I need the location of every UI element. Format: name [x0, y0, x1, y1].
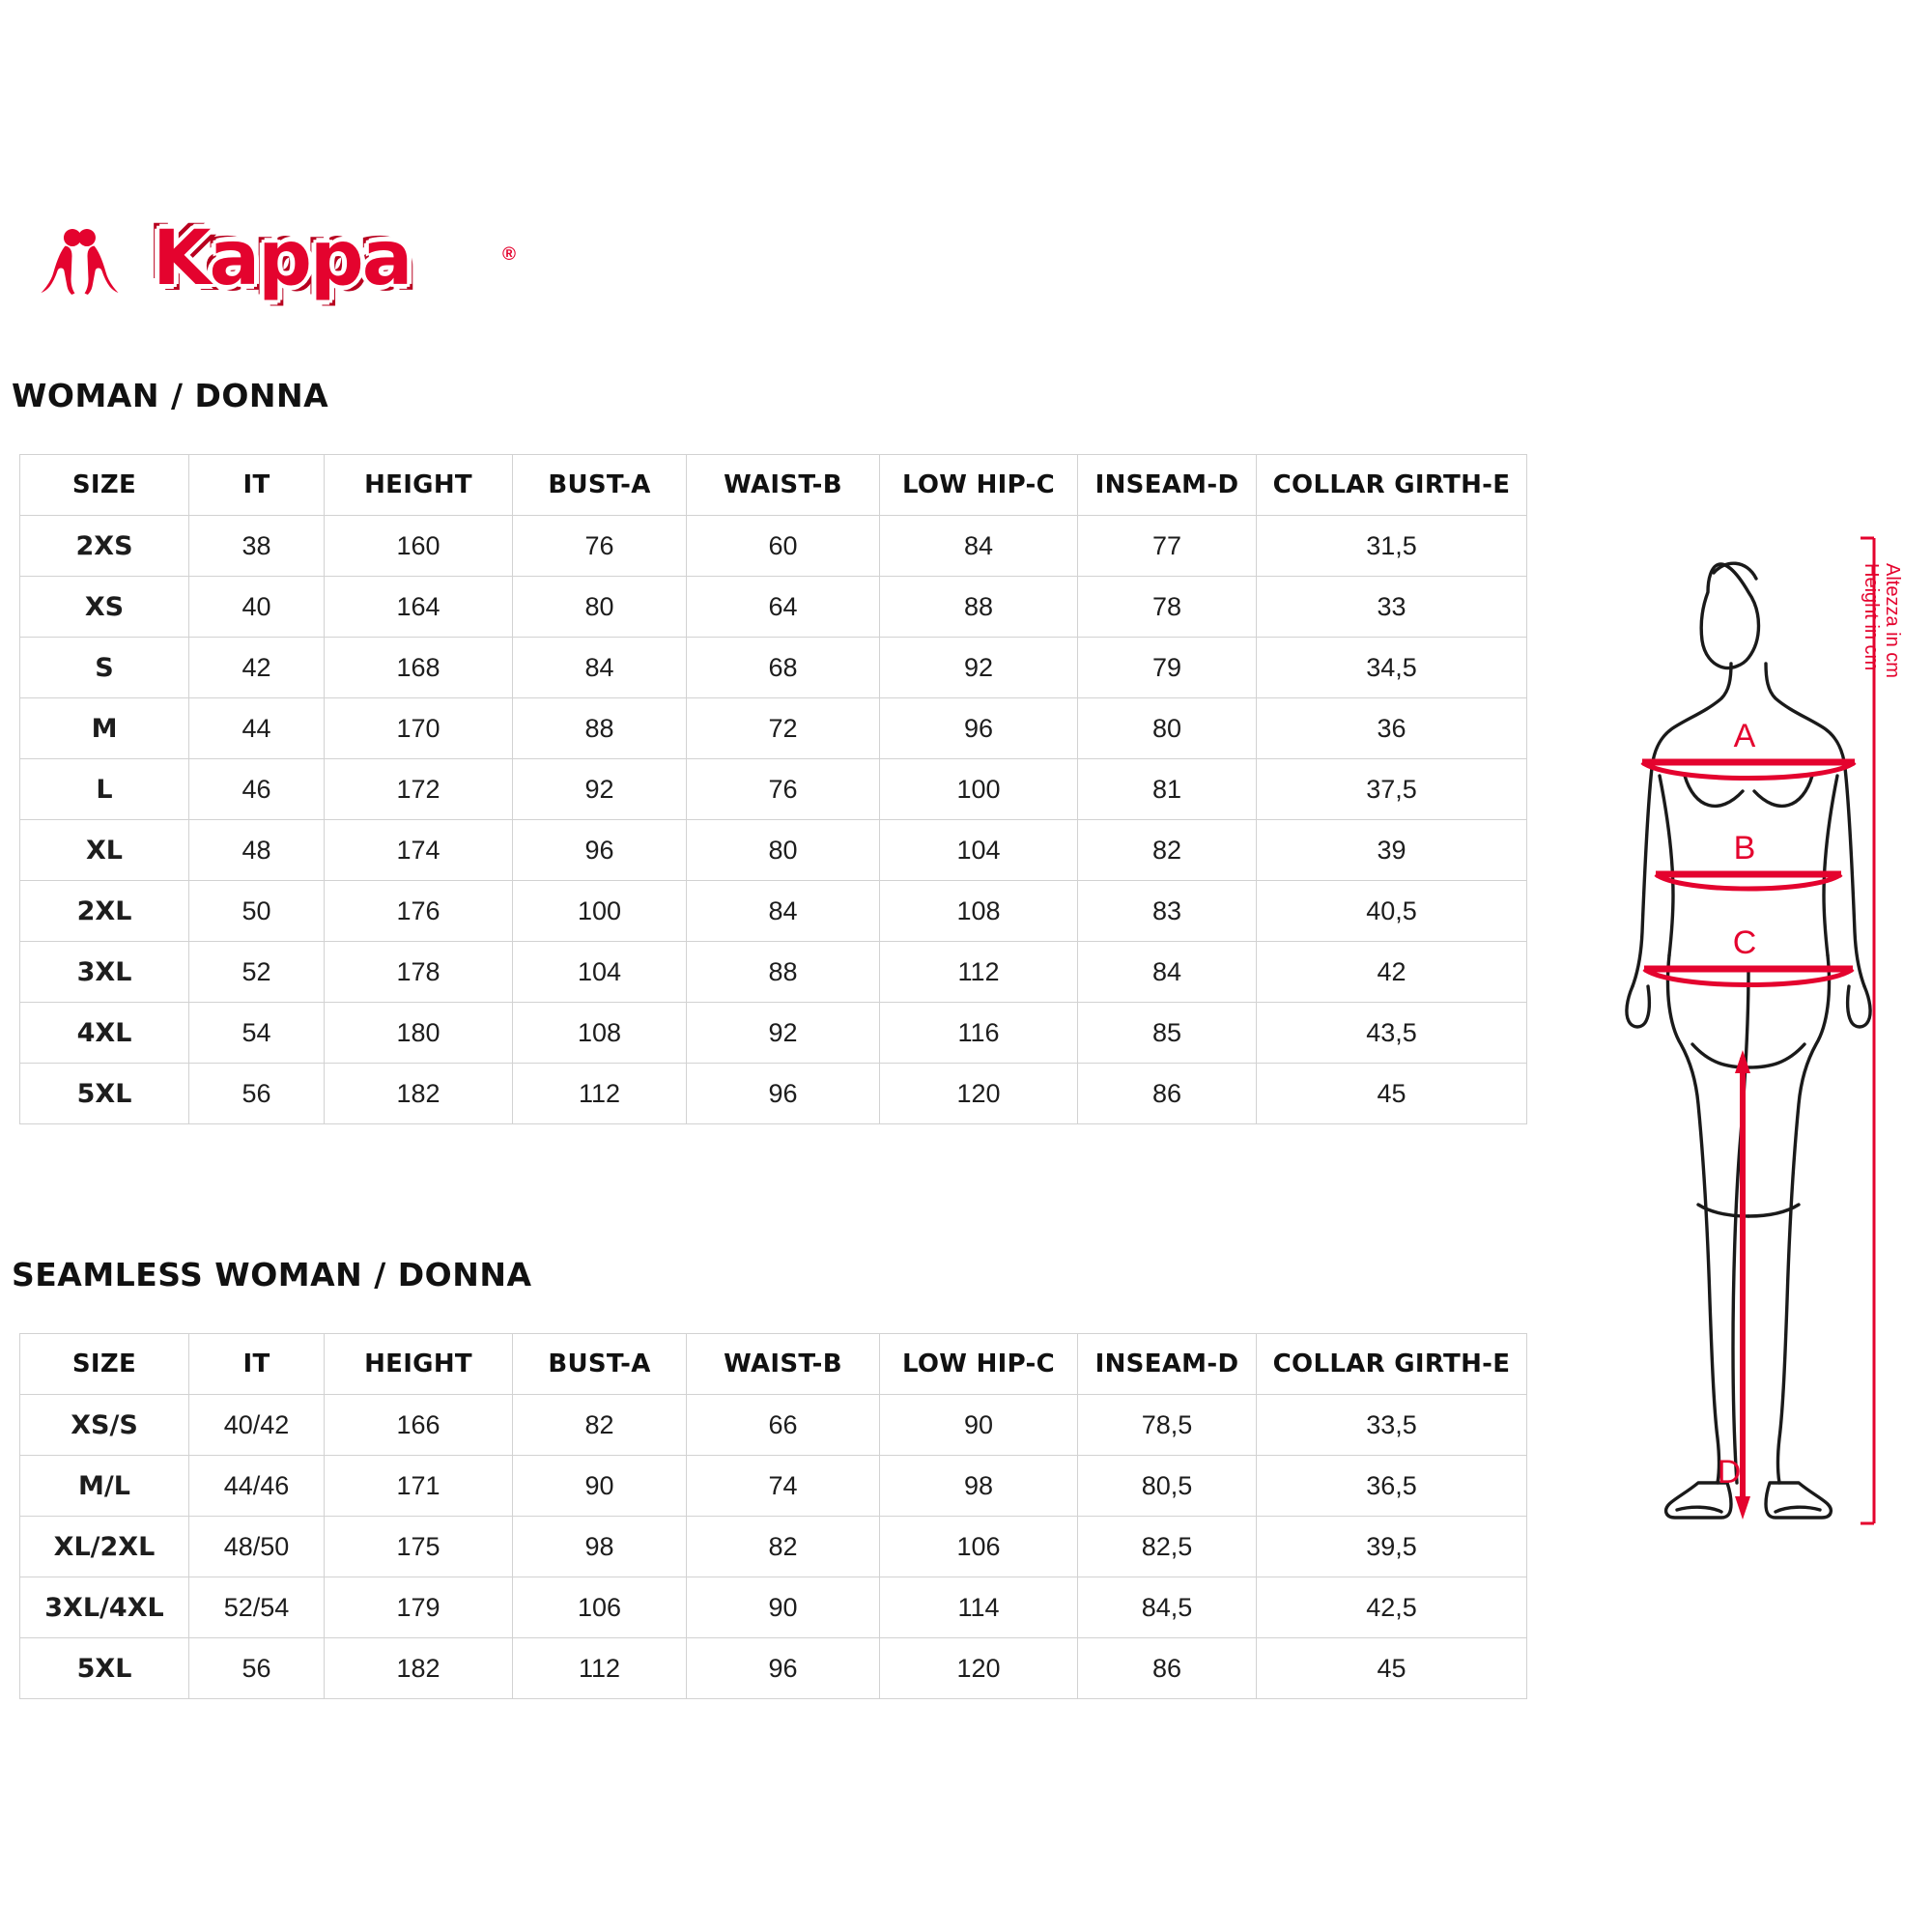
cell-it: 40/42	[189, 1395, 325, 1456]
cell-waist: 80	[687, 820, 880, 881]
cell-low-hip: 84	[880, 516, 1078, 577]
cell-height: 160	[325, 516, 513, 577]
female-body-measurement-diagram	[1584, 517, 1913, 1637]
column-header-bust: BUST-A	[513, 455, 687, 516]
cell-low-hip: 120	[880, 1064, 1078, 1124]
cell-it: 44/46	[189, 1456, 325, 1517]
cell-height: 174	[325, 820, 513, 881]
cell-low-hip: 112	[880, 942, 1078, 1003]
cell-inseam: 80	[1078, 698, 1257, 759]
cell-size: XS	[20, 577, 189, 638]
column-header-it: IT	[189, 455, 325, 516]
cell-low-hip: 98	[880, 1456, 1078, 1517]
cell-waist: 96	[687, 1064, 880, 1124]
column-header-bust: BUST-A	[513, 1334, 687, 1395]
size-table-seamless-woman	[19, 1333, 1527, 1699]
cell-inseam: 85	[1078, 1003, 1257, 1064]
table-header-row	[20, 455, 1527, 516]
cell-size: S	[20, 638, 189, 698]
cell-low-hip: 114	[880, 1577, 1078, 1638]
cell-inseam: 78,5	[1078, 1395, 1257, 1456]
cell-low-hip: 104	[880, 820, 1078, 881]
cell-collar-girth: 40,5	[1257, 881, 1527, 942]
cell-inseam: 83	[1078, 881, 1257, 942]
column-header-low-hip: LOW HIP-C	[880, 455, 1078, 516]
cell-bust: 76	[513, 516, 687, 577]
cell-it: 52/54	[189, 1577, 325, 1638]
cell-bust: 98	[513, 1517, 687, 1577]
column-header-collar-girth: COLLAR GIRTH-E	[1257, 455, 1527, 516]
cell-low-hip: 88	[880, 577, 1078, 638]
cell-it: 46	[189, 759, 325, 820]
cell-size: 5XL	[20, 1064, 189, 1124]
column-header-low-hip: LOW HIP-C	[880, 1334, 1078, 1395]
cell-waist: 82	[687, 1517, 880, 1577]
cell-it: 48	[189, 820, 325, 881]
cell-inseam: 84	[1078, 942, 1257, 1003]
cell-bust: 80	[513, 577, 687, 638]
cell-height: 182	[325, 1064, 513, 1124]
cell-inseam: 80,5	[1078, 1456, 1257, 1517]
height-label-it: Altezza in cm	[1882, 563, 1903, 678]
cell-collar-girth: 39,5	[1257, 1517, 1527, 1577]
cell-low-hip: 96	[880, 698, 1078, 759]
cell-it: 52	[189, 942, 325, 1003]
cell-it: 44	[189, 698, 325, 759]
label-waist-b: B	[1733, 830, 1756, 867]
cell-bust: 88	[513, 698, 687, 759]
cell-bust: 82	[513, 1395, 687, 1456]
cell-height: 171	[325, 1456, 513, 1517]
table-row	[20, 1064, 1527, 1124]
cell-size: M	[20, 698, 189, 759]
cell-collar-girth: 42,5	[1257, 1577, 1527, 1638]
label-hip-c: C	[1732, 924, 1757, 961]
cell-size: XS/S	[20, 1395, 189, 1456]
cell-inseam: 79	[1078, 638, 1257, 698]
table-row	[20, 881, 1527, 942]
cell-collar-girth: 31,5	[1257, 516, 1527, 577]
cell-height: 179	[325, 1577, 513, 1638]
cell-waist: 72	[687, 698, 880, 759]
cell-height: 170	[325, 698, 513, 759]
cell-collar-girth: 42	[1257, 942, 1527, 1003]
cell-collar-girth: 36	[1257, 698, 1527, 759]
cell-inseam: 84,5	[1078, 1577, 1257, 1638]
cell-low-hip: 116	[880, 1003, 1078, 1064]
cell-bust: 100	[513, 881, 687, 942]
cell-bust: 84	[513, 638, 687, 698]
table-row	[20, 1638, 1527, 1699]
cell-height: 176	[325, 881, 513, 942]
cell-it: 56	[189, 1064, 325, 1124]
cell-it: 48/50	[189, 1517, 325, 1577]
table-row	[20, 638, 1527, 698]
cell-height: 172	[325, 759, 513, 820]
height-label-en: Height in cm	[1861, 563, 1882, 671]
table-row	[20, 1517, 1527, 1577]
cell-low-hip: 92	[880, 638, 1078, 698]
cell-low-hip: 90	[880, 1395, 1078, 1456]
cell-waist: 84	[687, 881, 880, 942]
measurement-figure-panel	[1584, 517, 1913, 1637]
table-row	[20, 577, 1527, 638]
cell-size: L	[20, 759, 189, 820]
cell-waist: 60	[687, 516, 880, 577]
cell-size: XL/2XL	[20, 1517, 189, 1577]
registered-mark: ®	[502, 244, 516, 265]
kappa-omini-icon	[19, 219, 140, 302]
column-header-size: SIZE	[20, 455, 189, 516]
cell-low-hip: 108	[880, 881, 1078, 942]
cell-collar-girth: 39	[1257, 820, 1527, 881]
table-row	[20, 820, 1527, 881]
cell-waist: 90	[687, 1577, 880, 1638]
cell-waist: 88	[687, 942, 880, 1003]
brand-wordmark: Kappa	[153, 215, 412, 302]
table-header-row	[20, 1334, 1527, 1395]
cell-height: 175	[325, 1517, 513, 1577]
cell-collar-girth: 37,5	[1257, 759, 1527, 820]
cell-size: 4XL	[20, 1003, 189, 1064]
section-title-seamless-woman: SEAMLESS WOMAN / DONNA	[12, 1256, 532, 1293]
column-header-height: HEIGHT	[325, 1334, 513, 1395]
cell-it: 56	[189, 1638, 325, 1699]
column-header-it: IT	[189, 1334, 325, 1395]
cell-waist: 64	[687, 577, 880, 638]
section-title-woman: WOMAN / DONNA	[12, 377, 329, 414]
cell-bust: 112	[513, 1064, 687, 1124]
cell-inseam: 77	[1078, 516, 1257, 577]
cell-collar-girth: 34,5	[1257, 638, 1527, 698]
cell-bust: 112	[513, 1638, 687, 1699]
column-header-inseam: INSEAM-D	[1078, 455, 1257, 516]
cell-bust: 96	[513, 820, 687, 881]
cell-size: M/L	[20, 1456, 189, 1517]
cell-collar-girth: 33	[1257, 577, 1527, 638]
cell-height: 168	[325, 638, 513, 698]
cell-it: 42	[189, 638, 325, 698]
column-header-height: HEIGHT	[325, 455, 513, 516]
cell-size: 2XS	[20, 516, 189, 577]
table-row	[20, 698, 1527, 759]
cell-waist: 92	[687, 1003, 880, 1064]
table-row	[20, 516, 1527, 577]
column-header-waist: WAIST-B	[687, 1334, 880, 1395]
cell-it: 54	[189, 1003, 325, 1064]
column-header-inseam: INSEAM-D	[1078, 1334, 1257, 1395]
cell-height: 164	[325, 577, 513, 638]
cell-inseam: 78	[1078, 577, 1257, 638]
cell-it: 38	[189, 516, 325, 577]
cell-inseam: 86	[1078, 1638, 1257, 1699]
label-inseam-d: D	[1717, 1454, 1742, 1491]
cell-inseam: 82	[1078, 820, 1257, 881]
column-header-collar-girth: COLLAR GIRTH-E	[1257, 1334, 1527, 1395]
cell-inseam: 81	[1078, 759, 1257, 820]
label-bust-a: A	[1733, 718, 1756, 754]
cell-low-hip: 106	[880, 1517, 1078, 1577]
table-row	[20, 1577, 1527, 1638]
column-header-waist: WAIST-B	[687, 455, 880, 516]
cell-height: 166	[325, 1395, 513, 1456]
column-header-size: SIZE	[20, 1334, 189, 1395]
cell-collar-girth: 45	[1257, 1064, 1527, 1124]
cell-it: 50	[189, 881, 325, 942]
cell-inseam: 82,5	[1078, 1517, 1257, 1577]
cell-waist: 68	[687, 638, 880, 698]
cell-size: 5XL	[20, 1638, 189, 1699]
cell-waist: 76	[687, 759, 880, 820]
table-row	[20, 1456, 1527, 1517]
cell-bust: 108	[513, 1003, 687, 1064]
cell-size: 2XL	[20, 881, 189, 942]
cell-it: 40	[189, 577, 325, 638]
cell-bust: 92	[513, 759, 687, 820]
cell-bust: 90	[513, 1456, 687, 1517]
cell-collar-girth: 33,5	[1257, 1395, 1527, 1456]
cell-size: 3XL	[20, 942, 189, 1003]
cell-collar-girth: 43,5	[1257, 1003, 1527, 1064]
cell-collar-girth: 45	[1257, 1638, 1527, 1699]
table-row	[20, 1003, 1527, 1064]
cell-size: 3XL/4XL	[20, 1577, 189, 1638]
cell-low-hip: 100	[880, 759, 1078, 820]
table-row	[20, 1395, 1527, 1456]
cell-low-hip: 120	[880, 1638, 1078, 1699]
table-row	[20, 759, 1527, 820]
brand-logo	[19, 217, 541, 309]
cell-height: 178	[325, 942, 513, 1003]
cell-waist: 74	[687, 1456, 880, 1517]
cell-height: 182	[325, 1638, 513, 1699]
cell-bust: 104	[513, 942, 687, 1003]
cell-collar-girth: 36,5	[1257, 1456, 1527, 1517]
cell-waist: 96	[687, 1638, 880, 1699]
cell-waist: 66	[687, 1395, 880, 1456]
size-table-woman	[19, 454, 1527, 1124]
cell-inseam: 86	[1078, 1064, 1257, 1124]
cell-size: XL	[20, 820, 189, 881]
cell-bust: 106	[513, 1577, 687, 1638]
cell-height: 180	[325, 1003, 513, 1064]
table-row	[20, 942, 1527, 1003]
